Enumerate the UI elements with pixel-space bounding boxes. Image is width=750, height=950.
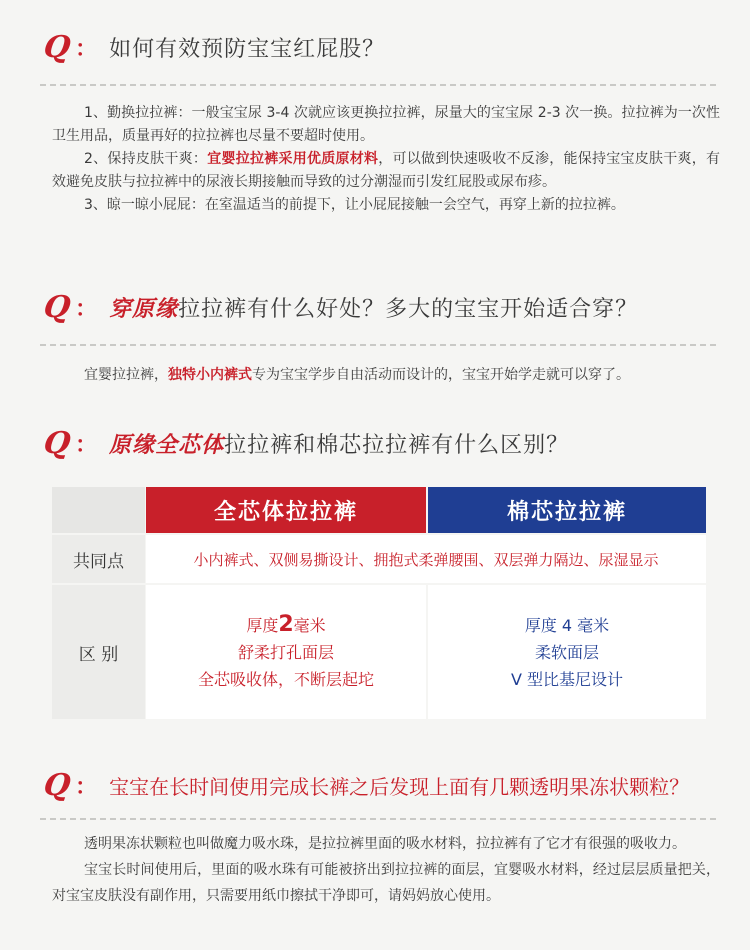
red-core: 全芯吸收体，不断层起坨: [197, 670, 374, 689]
q1-point-2-label: 2、保持皮肤干爽：: [84, 151, 208, 167]
q-icon: Q: [41, 30, 72, 65]
q3-heading: [41, 426, 570, 461]
cotton-core-differences: [428, 585, 706, 719]
q-icon: Q: [41, 768, 72, 803]
q4-heading: [41, 768, 690, 803]
q3-question: [109, 428, 569, 459]
q1-answer: [52, 102, 720, 217]
q-colon: ：: [75, 297, 98, 322]
q-colon: ：: [75, 37, 98, 62]
q-icon: Q: [41, 290, 72, 325]
row-label-difference: 区 别: [52, 585, 145, 719]
row-label-common: 共同点: [52, 535, 145, 583]
q2-answer-text: [52, 364, 720, 387]
q1-point-2-highlight: 宜婴拉拉裤采用优质原材料: [207, 151, 379, 167]
q2-question: [109, 292, 638, 323]
red-thickness-label: 厚度: [246, 616, 279, 635]
q2-brand: 穿原缘: [109, 297, 179, 322]
red-thickness-value: 2: [278, 612, 294, 637]
q1-question: 如何有效预防宝宝红屁股？: [109, 37, 386, 62]
blue-thickness: 厚度 4 毫米: [524, 615, 610, 635]
divider: [40, 344, 716, 346]
q2-answer-pre: 宜婴拉拉裤，: [84, 367, 168, 383]
q4-point-2: 宝宝长时间使用后，里面的吸水珠有可能被挤出到拉拉裤的面层，宜婴吸水材料，经过层层质量把关，对宝宝皮肤没有副作用，只需要用纸巾擦拭干净即可，请妈妈放心使用。: [52, 862, 720, 904]
blue-surface: 柔软面层: [534, 642, 599, 662]
q2-question-text: 拉拉裤有什么好处？多大的宝宝开始适合穿？: [178, 297, 639, 322]
col-header-cotton-core: 棉芯拉拉裤: [428, 487, 706, 533]
q4-answer: [52, 831, 720, 909]
red-surface: 舒柔打孔面层: [237, 643, 334, 662]
divider: [40, 818, 716, 820]
red-thickness-unit: 毫米: [293, 616, 326, 635]
table-corner: [52, 487, 145, 533]
q1-point-1: 1、勤换拉拉裤：一般宝宝尿 3-4 次就应该更换拉拉裤，尿量大的宝宝尿 2-3 次一换。拉拉裤为一次性卫生用品，质量再好的拉拉裤也尽量不要超时使用。: [52, 105, 720, 144]
full-core-differences: [146, 585, 426, 719]
common-features: 小内裤式、双侧易撕设计、拥抱式柔弹腰围、双层弹力隔边、尿湿显示: [146, 535, 706, 583]
q1-point-2: [52, 148, 720, 194]
q4-question: 宝宝在长时间使用完成长裤之后发现上面有几颗透明果冻状颗粒？: [109, 775, 690, 799]
red-thickness: [246, 611, 325, 639]
q4-point-1: 透明果冻状颗粒也叫做魔力吸水珠，是拉拉裤里面的吸水材料，拉拉裤有了它才有很强的吸收力。: [84, 836, 686, 852]
col-header-full-core: 全芯体拉拉裤: [146, 487, 426, 533]
q1-heading: [41, 30, 386, 65]
q3-brand: 原缘全芯体: [109, 433, 225, 458]
q-colon: ：: [75, 775, 98, 800]
q2-heading: [41, 290, 639, 325]
q1-point-3: 3、晾一晾小屁屁：在室温适当的前提下，让小屁屁接触一会空气，再穿上新的拉拉裤。: [84, 197, 625, 213]
q1-point-2-text: ，可以做到快速吸收不反渗，能保持宝宝皮肤干爽，有效避免皮肤与拉拉裤中的尿液长期接触而导致的过分潮湿而引发红屁股或尿布疹。: [52, 151, 721, 190]
q2-answer-highlight: 独特小内裤式: [168, 367, 252, 383]
divider: [40, 84, 716, 86]
q-colon: ：: [75, 433, 98, 458]
q2-answer: [52, 364, 720, 387]
q2-answer-post: 专为宝宝学步自由活动而设计的，宝宝开始学走就可以穿了。: [252, 367, 630, 383]
blue-design: V 型比基尼设计: [510, 669, 624, 689]
q3-question-text: 拉拉裤和棉芯拉拉裤有什么区别？: [224, 433, 570, 458]
comparison-table: [52, 487, 706, 719]
q-icon: Q: [41, 426, 72, 461]
